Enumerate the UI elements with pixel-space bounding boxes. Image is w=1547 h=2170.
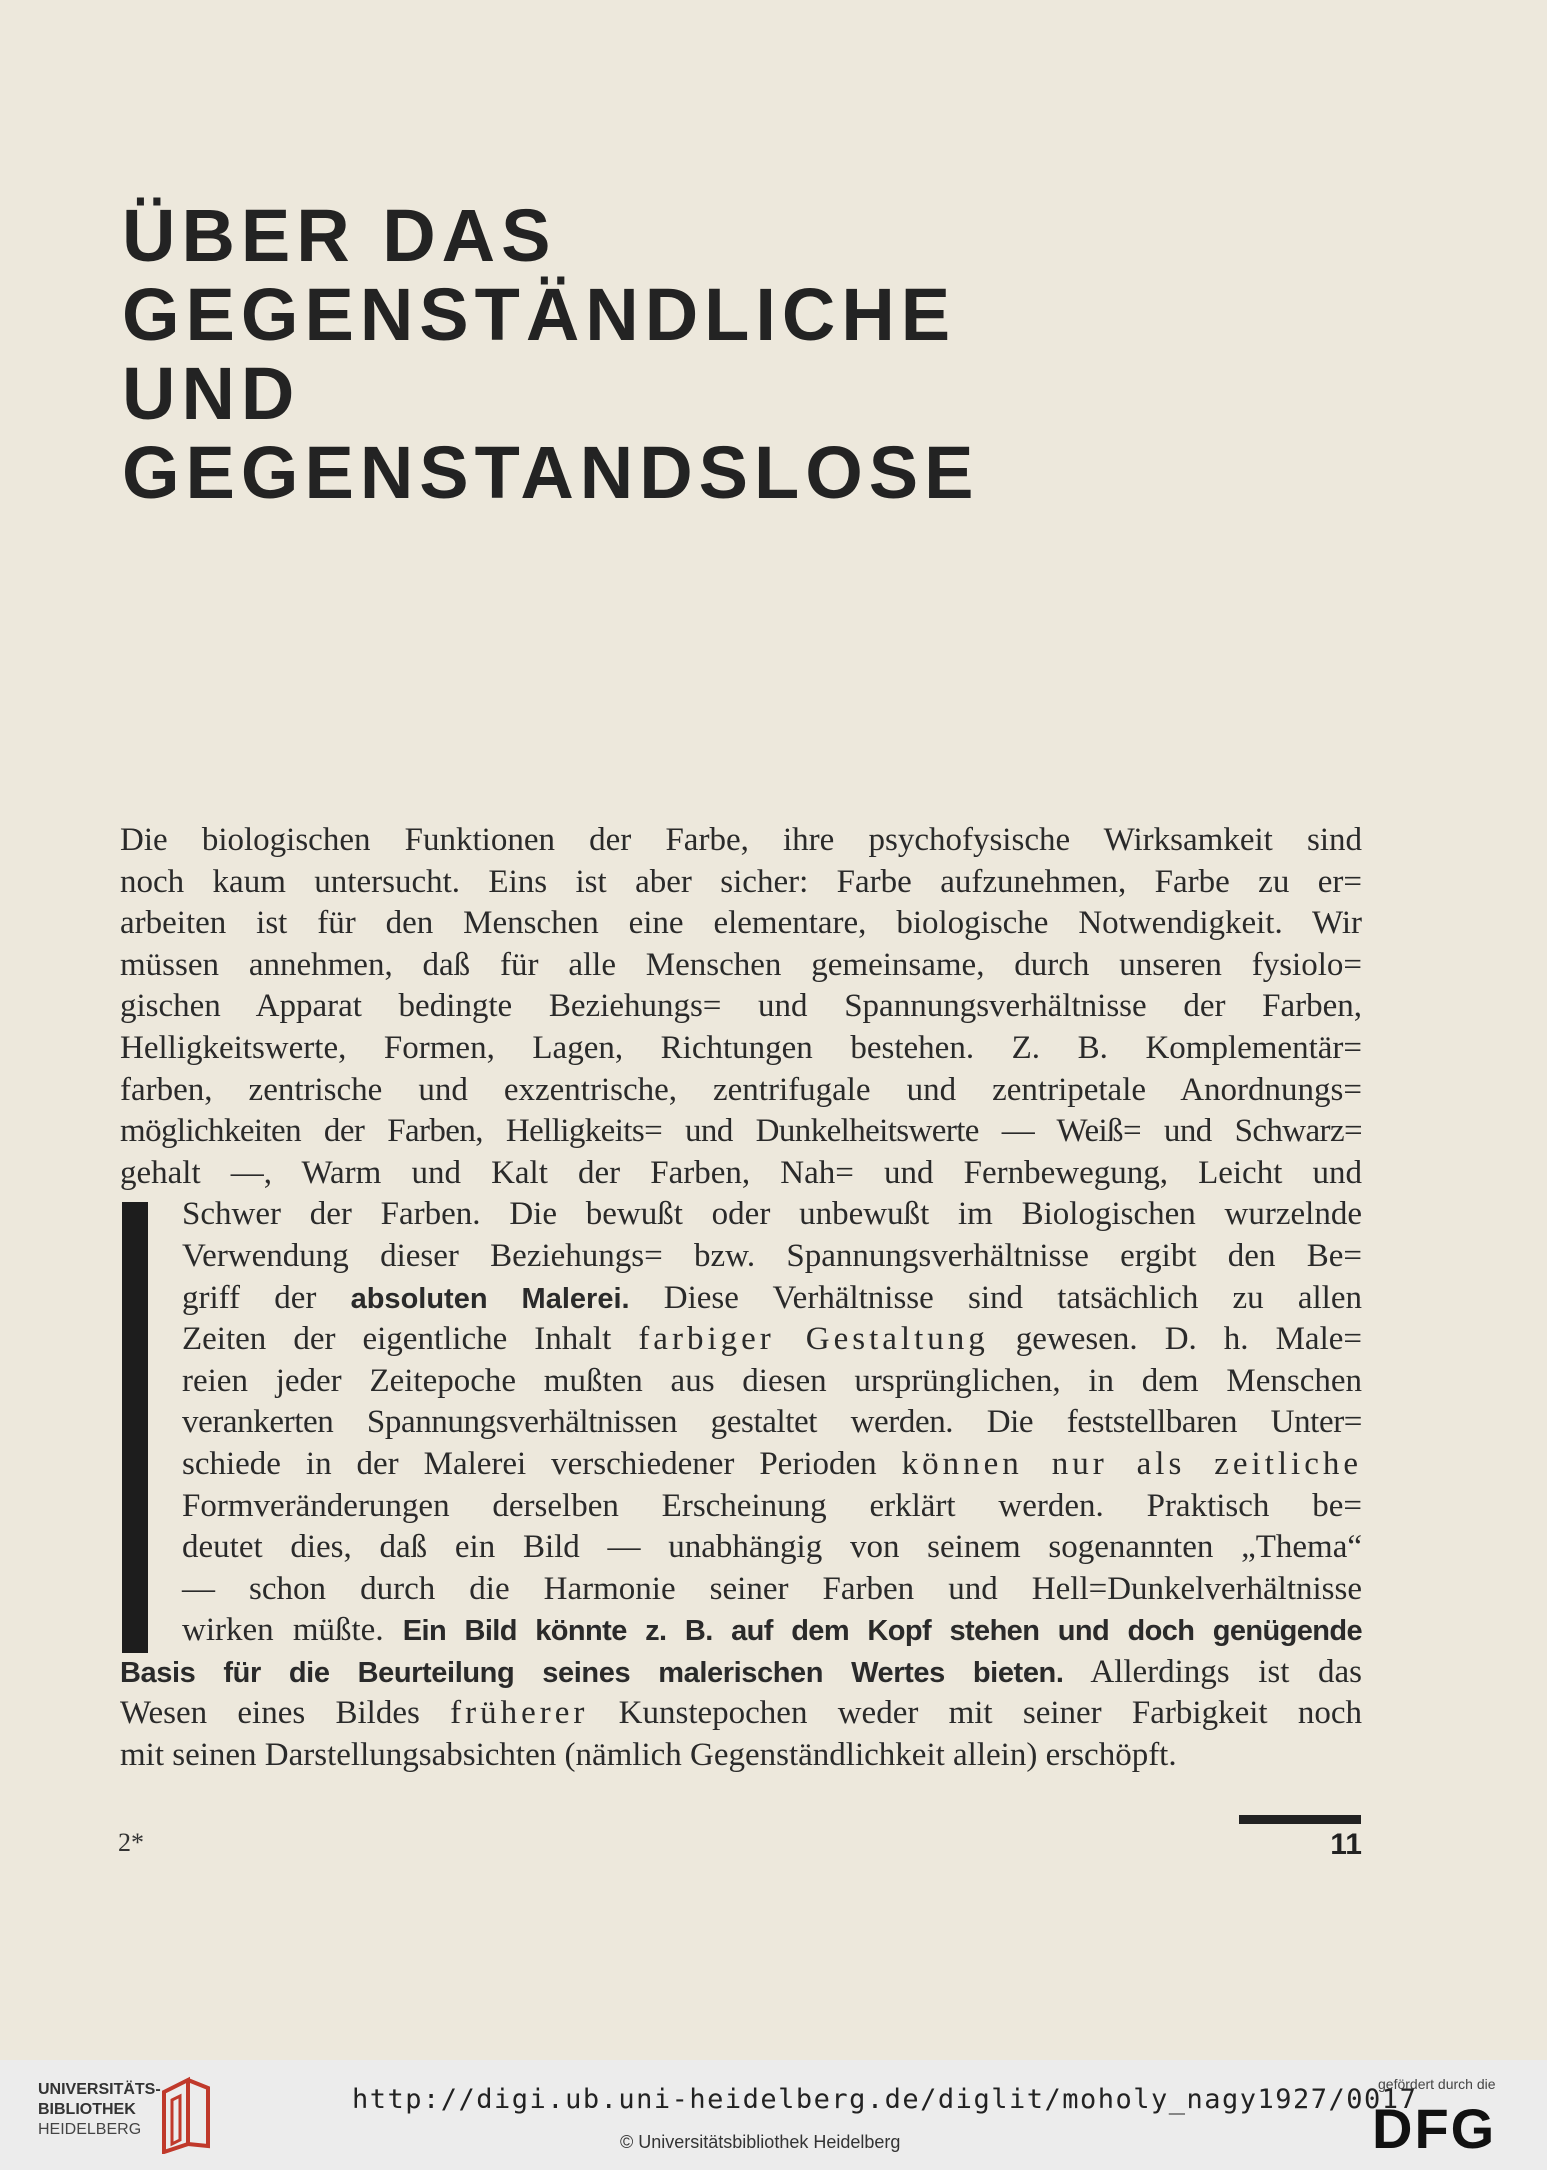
text-line: reien jeder Zeitepoche mußten aus diesen ursprünglichen, in dem Menschen	[182, 1362, 1362, 1399]
text-line: möglichkeiten der Farben, Helligkeits= und Dunkelheitswerte — Weiß= und Schwarz=	[120, 1113, 1362, 1150]
text-run: Diese Verhältnisse sind tatsächlich zu allen	[663, 1279, 1362, 1316]
text-line: noch kaum untersucht. Eins ist aber sicher: Farbe aufzunehmen, Farbe zu er=	[120, 863, 1362, 900]
text-run: Zeiten der eigentliche Inhalt	[182, 1321, 612, 1358]
library-emblem-icon	[158, 2074, 214, 2154]
text-line	[120, 1444, 1362, 1486]
text-line: arbeiten ist für den Menschen eine elementare, biologische Notwendigkeit. Wir	[120, 905, 1362, 942]
emphasis-spaced: früherer	[450, 1695, 589, 1732]
title-line-3: UND	[122, 352, 301, 435]
text-line: Helligkeitswerte, Formen, Lagen, Richtungen bestehen. Z. B. Komplementär=	[120, 1029, 1362, 1066]
text-line: deutet dies, daß ein Bild — unabhängig von seinem sogenannten „Thema“	[182, 1529, 1362, 1566]
text-line: Verwendung dieser Beziehungs= bzw. Spannungsverhältnisse ergibt den Be=	[182, 1237, 1362, 1274]
page-title	[122, 196, 980, 512]
text-line	[120, 1610, 1362, 1652]
text-run: griff der	[182, 1279, 317, 1316]
text-run: wirken müßte.	[182, 1612, 384, 1649]
signature-mark: 2*	[118, 1828, 144, 1857]
text-run: schiede in der Malerei verschiedener Perioden	[182, 1445, 877, 1482]
library-logo[interactable]	[38, 2080, 161, 2140]
text-line: Die biologischen Funktionen der Farbe, ihre psychofysische Wirksamkeit sind	[120, 822, 1362, 858]
permalink-url[interactable]: http://digi.ub.uni-heidelberg.de/diglit/moholy_nagy1927/0017	[352, 2084, 1418, 2115]
page-number: 11	[1330, 1828, 1362, 1861]
text-line: gischen Apparat bedingte Beziehungs= und Spannungsverhältnisse der Farben,	[120, 988, 1362, 1025]
text-line: Schwer der Farben. Die bewußt oder unbewußt im Biologischen wurzelnde	[182, 1196, 1362, 1233]
body-paragraph	[120, 820, 1362, 1777]
text-line	[120, 1278, 1362, 1320]
text-line: farben, zentrische und exzentrische, zentrifugale und zentripetale Anordnungs=	[120, 1071, 1362, 1108]
title-line-2: GEGENSTÄNDLICHE	[122, 273, 957, 356]
text-line	[120, 1319, 1362, 1361]
text-line: — schon durch die Harmonie seiner Farben und Hell=Dunkelverhältnisse	[182, 1570, 1362, 1607]
page-number-rule	[1239, 1815, 1361, 1824]
emphasis-bold: Ein Bild könnte z. B. auf dem Kopf stehen und doch genügende	[402, 1615, 1363, 1648]
title-line-4: GEGENSTANDSLOSE	[122, 431, 980, 514]
text-line: mit seinen Darstellungsabsichten (nämlich Gegenständlichkeit allein) erschöpft.	[120, 1737, 1177, 1774]
text-run: Allerdings ist das	[1090, 1653, 1363, 1690]
library-name-line-3: HEIDELBERG	[38, 2121, 142, 2138]
emphasis-bold: Basis für die Beurteilung seines malerischen Wertes bieten.	[120, 1656, 1064, 1689]
emphasis-spaced: können nur als zeitliche	[901, 1445, 1362, 1482]
footer-bar	[0, 2060, 1547, 2170]
text-line	[120, 1652, 1362, 1694]
text-line	[120, 1693, 1362, 1735]
funder-label: gefördert durch die	[1378, 2076, 1496, 2092]
library-name-line-1: UNIVERSITÄTS-	[38, 2081, 161, 2098]
text-line: Formveränderungen derselben Erscheinung erklärt werden. Praktisch be=	[182, 1487, 1362, 1524]
emphasis-spaced: farbiger Gestaltung	[638, 1321, 989, 1358]
text-run: Kunstepochen weder mit seiner Farbigkeit noch	[618, 1695, 1362, 1732]
text-run: gewesen. D. h. Male=	[1015, 1321, 1363, 1358]
library-name-line-2: BIBLIOTHEK	[38, 2101, 136, 2118]
emphasis-absolute-painting: absoluten Malerei.	[350, 1282, 630, 1315]
title-line-1: ÜBER DAS	[122, 194, 557, 277]
text-run: Wesen eines Bildes	[120, 1695, 420, 1732]
text-line: müssen annehmen, daß für alle Menschen gemeinsame, durch unseren fysiolo=	[120, 946, 1362, 983]
text-line: gehalt —, Warm und Kalt der Farben, Nah= und Fernbewegung, Leicht und	[120, 1154, 1362, 1191]
copyright-notice: © Universitätsbibliothek Heidelberg	[620, 2132, 901, 2152]
text-line: verankerten Spannungsverhältnissen gestaltet werden. Die feststellbaren Unter=	[182, 1404, 1362, 1441]
dfg-logo[interactable]: DFG	[1372, 2097, 1497, 2160]
